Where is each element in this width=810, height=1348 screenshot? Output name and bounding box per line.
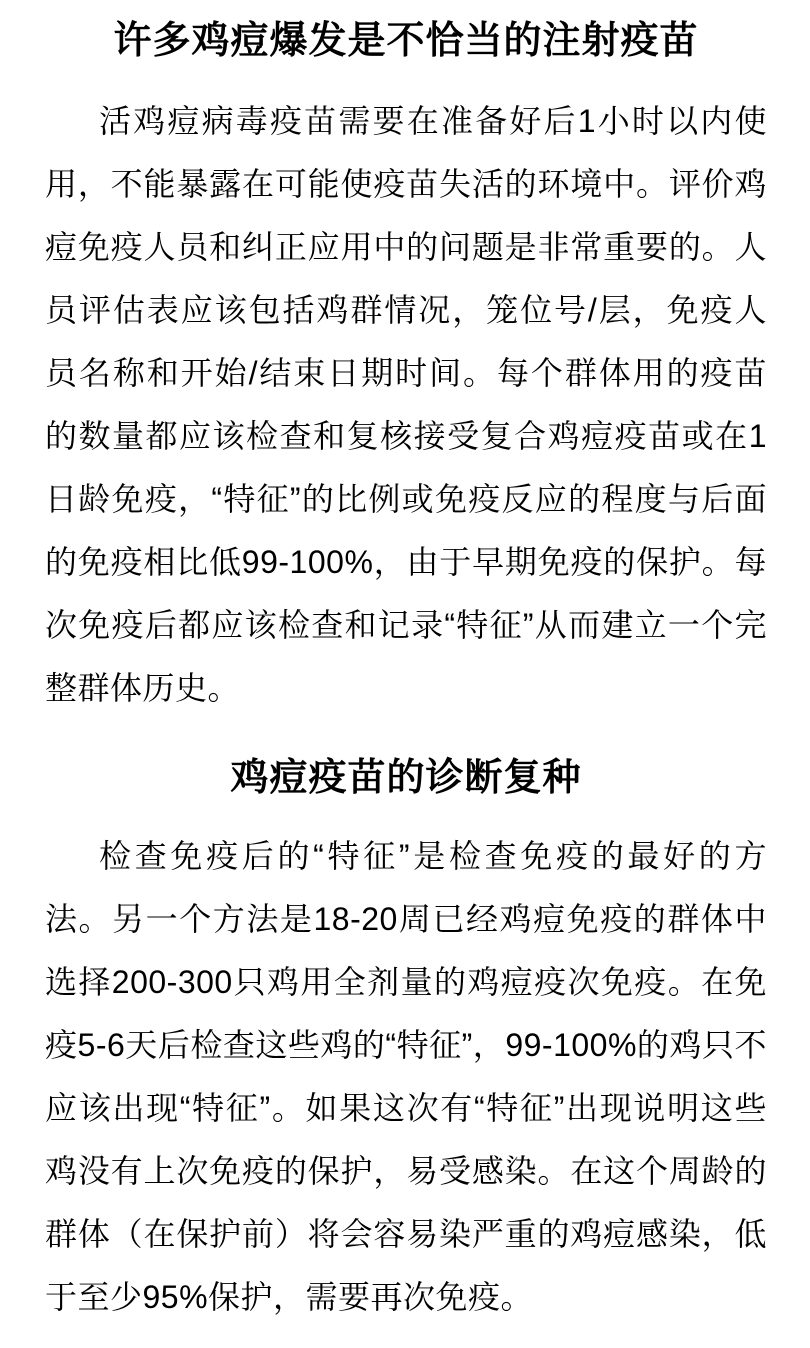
section-1-paragraph: 活鸡痘病毒疫苗需要在准备好后1小时以内使用，不能暴露在可能使疫苗失活的环境中。评价鸡痘免疫人员和纠正应用中的问题是非常重要的。人员评估表应该包括鸡群情况，笼位号/层，免疫人员名称和开始/结束日期时间。每个群体用的疫苗的数量都应该检查和复核接受复合鸡痘疫苗或在1日龄免疫，“特征”的比例或免疫反应的程度与后面的免疫相比低99-100%，由于早期免疫的保护。每次免疫后都应该检查和记录“特征”从而建立一个完整群体历史。 [45, 103, 767, 706]
section-diagnostic-revaccination [45, 754, 767, 1329]
section-2-heading: 鸡痘疫苗的诊断复种 [230, 757, 582, 799]
section-2-paragraph: 检查免疫后的“特征”是检查免疫的最好的方法。另一个方法是18-20周已经鸡痘免疫的群体中选择200-300只鸡用全剂量的鸡痘疫次免疫。在免疫5-6天后检查这些鸡的“特征”，99-100%的鸡只不应该出现“特征”。如果这次有“特征”出现说明这些鸡没有上次免疫的保护，易受感染。在这个周龄的群体（在保护前）将会容易染严重的鸡痘感染，低于至少95%保护，需要再次免疫。 [45, 838, 767, 1315]
section-vaccine-outbreak [45, 17, 767, 720]
section-1-heading: 许多鸡痘爆发是不恰当的注射疫苗 [113, 20, 699, 62]
